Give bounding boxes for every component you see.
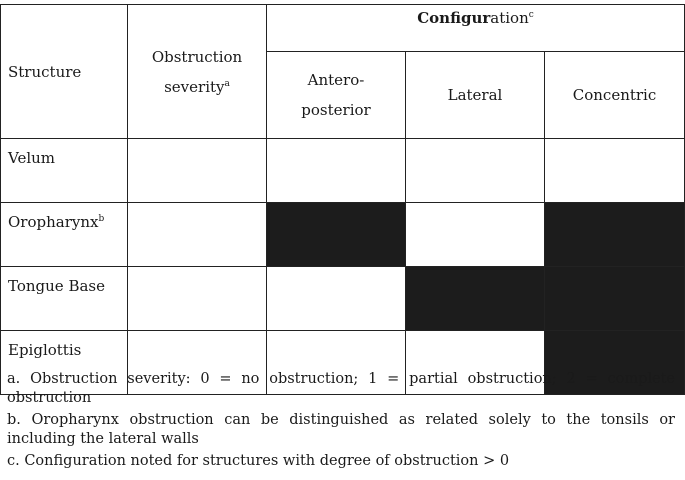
ap-header-text <box>301 65 370 125</box>
structure-name: Velum <box>8 149 56 167</box>
ap-line1: Antero- <box>307 71 365 89</box>
severity-cell <box>128 203 267 267</box>
table-row <box>1 139 685 203</box>
concentric-cell <box>545 203 685 267</box>
table-row <box>1 203 685 267</box>
severity-sup: a <box>224 78 230 89</box>
structure-cell <box>1 267 128 331</box>
ap-cell <box>267 267 406 331</box>
structure-header-label: Structure <box>8 62 82 81</box>
lateral-cell <box>406 139 545 203</box>
structure-name: Oropharynx <box>8 213 99 231</box>
structure-name: Epiglottis <box>8 341 82 359</box>
config-sup: c <box>528 10 534 20</box>
severity-cell <box>128 139 267 203</box>
structure-sup: b <box>98 214 105 224</box>
concentric-header <box>545 52 685 139</box>
lateral-cell <box>406 267 545 331</box>
vote-classification-table <box>0 4 684 395</box>
lateral-cell <box>406 203 545 267</box>
header-row-1 <box>1 5 685 52</box>
footnote-c: c. Configuration noted for structures with degree of obstruction > 0 <box>7 453 510 469</box>
lateral-header <box>406 52 545 139</box>
severity-line2: severity <box>164 77 225 96</box>
structure-cell <box>1 203 128 267</box>
severity-line1: Obstruction <box>151 47 243 66</box>
concentric-cell <box>545 139 685 203</box>
lateral-label: Lateral <box>447 86 503 104</box>
structure-name: Tongue Base <box>8 277 105 295</box>
structure-header <box>1 5 128 139</box>
concentric-label: Concentric <box>572 86 657 104</box>
ap-line2: posterior <box>301 101 371 119</box>
ap-cell <box>267 139 406 203</box>
footnote-b: b. Oropharynx obstruction can be distinguished as related solely to the tonsils or including the lateral walls <box>7 412 675 447</box>
data-table <box>0 4 685 395</box>
table-row <box>1 267 685 331</box>
config-bold: Configur <box>417 9 491 27</box>
concentric-cell <box>545 267 685 331</box>
footnotes <box>7 370 675 474</box>
configuration-header <box>267 5 685 52</box>
footnote-a: a. Obstruction severity: 0 = no obstruction; 1 = partial obstruction; 2 = complete obstruction <box>7 371 675 406</box>
structure-cell <box>1 139 128 203</box>
severity-header <box>128 5 267 139</box>
ap-cell <box>267 203 406 267</box>
config-rest: ation <box>490 9 529 27</box>
ap-header <box>267 52 406 139</box>
severity-cell <box>128 267 267 331</box>
severity-header-text <box>152 42 242 102</box>
